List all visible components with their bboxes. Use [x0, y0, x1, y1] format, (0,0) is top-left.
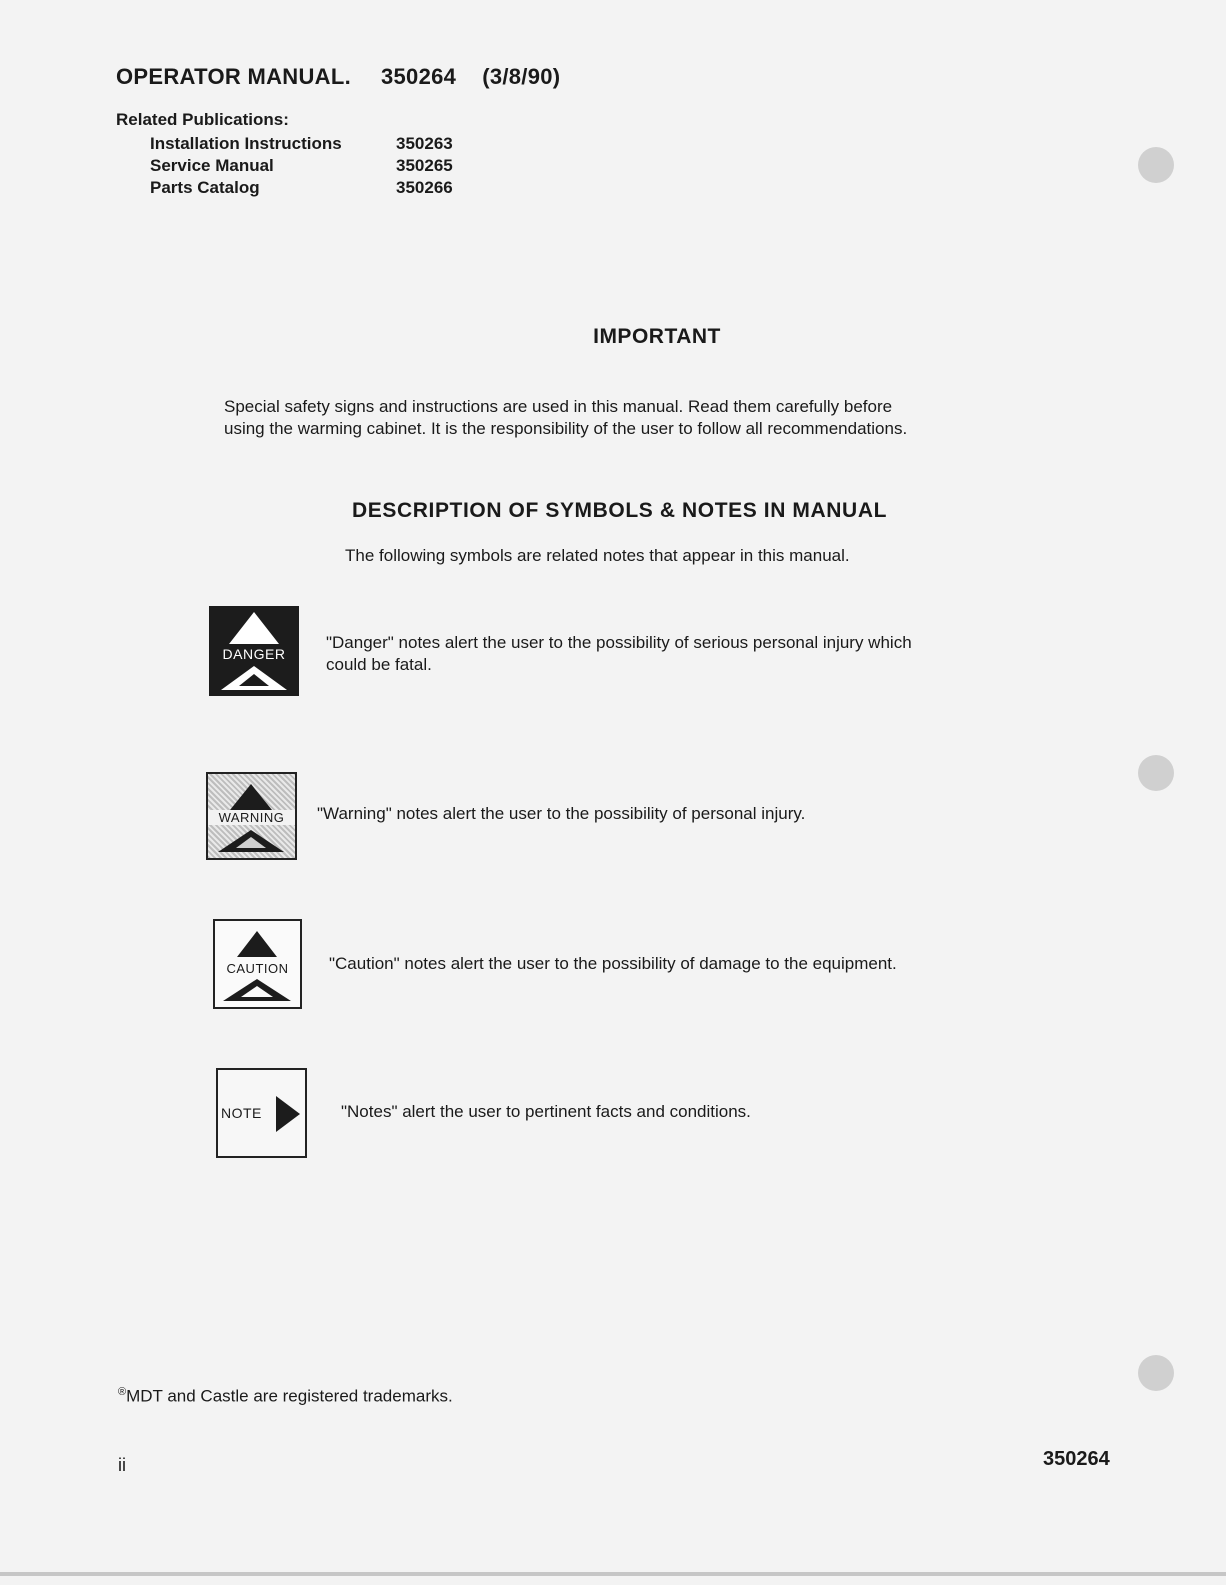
- note-arrow-icon: [274, 1094, 304, 1134]
- publication-name: Installation Instructions: [150, 134, 342, 153]
- publication-number: 350266: [396, 178, 453, 197]
- important-line: Special safety signs and instructions are used in this manual. Read them carefully before: [224, 397, 893, 416]
- binder-hole: [1138, 755, 1174, 791]
- scan-edge: [0, 1572, 1226, 1576]
- caution-label: CAUTION: [226, 961, 289, 976]
- important-paragraph: [224, 396, 1084, 440]
- danger-note-line: could be fatal.: [326, 655, 432, 674]
- related-publications-heading: Related Publications:: [116, 110, 289, 129]
- registered-symbol: ®: [118, 1386, 127, 1398]
- trademark-notice: [118, 1386, 453, 1407]
- page-number: ii: [118, 1455, 126, 1475]
- manual-title: OPERATOR MANUAL.: [116, 64, 351, 89]
- publication-number: 350263: [396, 134, 453, 153]
- danger-note-text: [326, 632, 912, 676]
- note-label: NOTE: [221, 1105, 262, 1121]
- note-icon: [216, 1068, 307, 1158]
- danger-icon: [209, 606, 299, 696]
- manual-number: 350264: [380, 64, 457, 89]
- related-publications-list: [150, 133, 453, 199]
- warning-icon: [206, 772, 297, 860]
- publication-number: 350265: [396, 156, 453, 175]
- binder-hole: [1138, 147, 1174, 183]
- publication-row: [150, 155, 453, 177]
- warning-note-text: "Warning" notes alert the user to the possibility of personal injury.: [317, 804, 806, 823]
- document-number: 350264: [1043, 1448, 1110, 1470]
- manual-date: (3/8/90): [482, 64, 561, 89]
- caution-icon: [213, 919, 302, 1009]
- publication-row: [150, 133, 453, 155]
- document-title: [116, 64, 560, 90]
- caution-note-text: "Caution" notes alert the user to the possibility of damage to the equipment.: [329, 954, 897, 973]
- symbols-subheading: The following symbols are related notes that appear in this manual.: [345, 546, 850, 565]
- symbols-heading: DESCRIPTION OF SYMBOLS & NOTES IN MANUAL: [352, 499, 888, 522]
- trademark-text: MDT and Castle are registered trademarks.: [126, 1386, 453, 1406]
- publication-row: [150, 177, 453, 199]
- binder-hole: [1138, 1355, 1174, 1391]
- danger-label: DANGER: [222, 646, 286, 662]
- note-note-text: "Notes" alert the user to pertinent facts and conditions.: [341, 1102, 751, 1121]
- important-line: using the warming cabinet. It is the responsibility of the user to follow all recommendations.: [224, 419, 908, 438]
- important-heading: IMPORTANT: [593, 325, 721, 348]
- publication-name: Parts Catalog: [150, 178, 260, 197]
- publication-name: Service Manual: [150, 156, 274, 175]
- warning-label: WARNING: [208, 810, 295, 825]
- danger-note-line: "Danger" notes alert the user to the possibility of serious personal injury which: [326, 633, 912, 652]
